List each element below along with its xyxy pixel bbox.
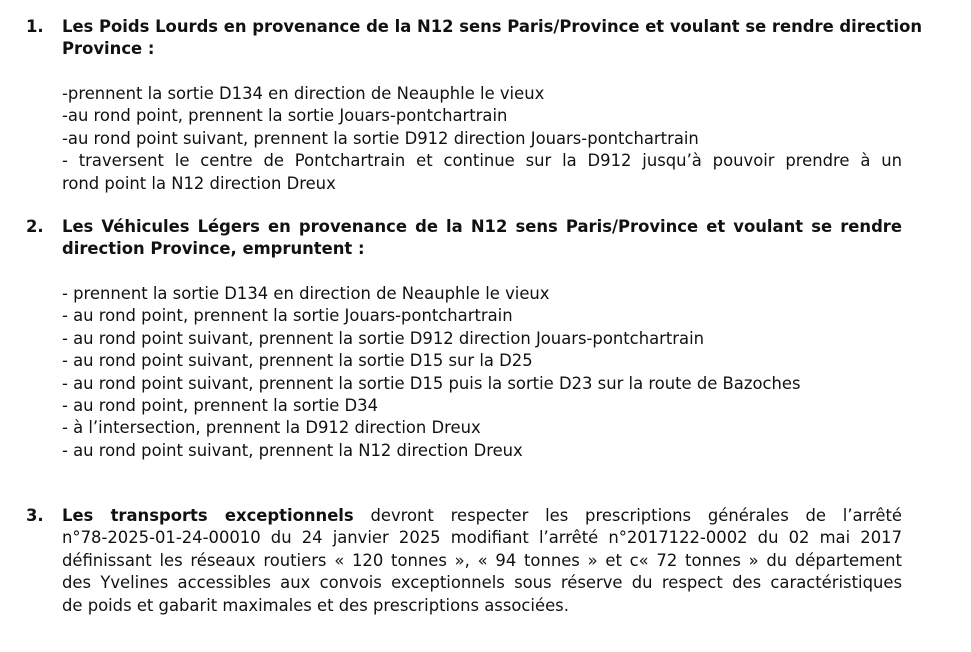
section-3-bold-lead: Les transports exceptionnels	[62, 506, 354, 525]
section-3-line-1-rest: devront respecter les prescriptions générales de l’arrêté	[370, 506, 902, 525]
section-2-step-6: - au rond point, prennent la sortie D34	[62, 396, 379, 416]
section-1-step-4-line-1: - traversent le centre de Pontchartrain et continue sur la D912 jusqu’à pouvoir prendre à un	[62, 151, 902, 171]
section-2-number: 2.	[26, 217, 44, 236]
section-2-step-7: - à l’intersection, prennent la D912 direction Dreux	[62, 418, 481, 438]
section-2-heading	[62, 216, 902, 261]
section-2-step-2: - au rond point, prennent la sortie Jouars-pontchartrain	[62, 306, 513, 326]
section-3-line-4: des Yvelines accessibles aux convois exceptionnels sous réserve du respect des caractéristiques	[62, 573, 902, 593]
section-2-step-8: - au rond point suivant, prennent la N12 direction Dreux	[62, 440, 523, 460]
section-2-step-4: - au rond point suivant, prennent la sortie D15 sur la D25	[62, 351, 533, 371]
section-2-step-5: - au rond point suivant, prennent la sortie D15 puis la sortie D23 sur la route de Bazoches	[62, 373, 801, 393]
section-1-step-2: -au rond point, prennent la sortie Jouars-pontchartrain	[62, 106, 508, 126]
section-1-step-4	[62, 150, 902, 195]
section-2-heading-line-1: Les Véhicules Légers en provenance de la N12 sens Paris/Province et voulant se rendre	[62, 217, 902, 236]
section-3-line-2: n°78-2025-01-24-00010 du 24 janvier 2025 modifiant l’arrêté n°2017122-0002 du 02 mai 2017	[62, 528, 902, 548]
section-1-step-1: -prennent la sortie D134 en direction de Neauphle le vieux	[62, 84, 545, 103]
section-1-step-3: -au rond point suivant, prennent la sortie D912 direction Jouars-pontchartrain	[62, 128, 699, 148]
section-3-line-5: de poids et gabarit maximales et des prescriptions associées.	[62, 595, 569, 615]
section-3-paragraph	[62, 505, 902, 617]
section-1-number: 1.	[26, 17, 44, 36]
section-1-heading-line-1: Les Poids Lourds en provenance de la N12 sens Paris/Province et voulant se rendre direction	[62, 17, 923, 36]
section-2-step-3: - au rond point suivant, prennent la sortie D912 direction Jouars-pontchartrain	[62, 328, 705, 348]
section-3-line-3: définissant les réseaux routiers « 120 tonnes », « 94 tonnes » et c« 72 tonnes » du département	[62, 550, 902, 570]
section-1-heading	[62, 16, 923, 61]
section-1-heading-line-2: Province :	[62, 39, 155, 59]
section-1-steps	[62, 83, 902, 195]
section-2-steps	[62, 283, 902, 462]
section-3-line-1	[62, 505, 902, 527]
section-2-step-1: - prennent la sortie D134 en direction de Neauphle le vieux	[62, 284, 550, 303]
section-2-heading-line-2: direction Province, empruntent :	[62, 239, 365, 259]
section-3-number: 3.	[26, 506, 44, 525]
section-1-step-4-line-2: rond point la N12 direction Dreux	[62, 173, 336, 193]
